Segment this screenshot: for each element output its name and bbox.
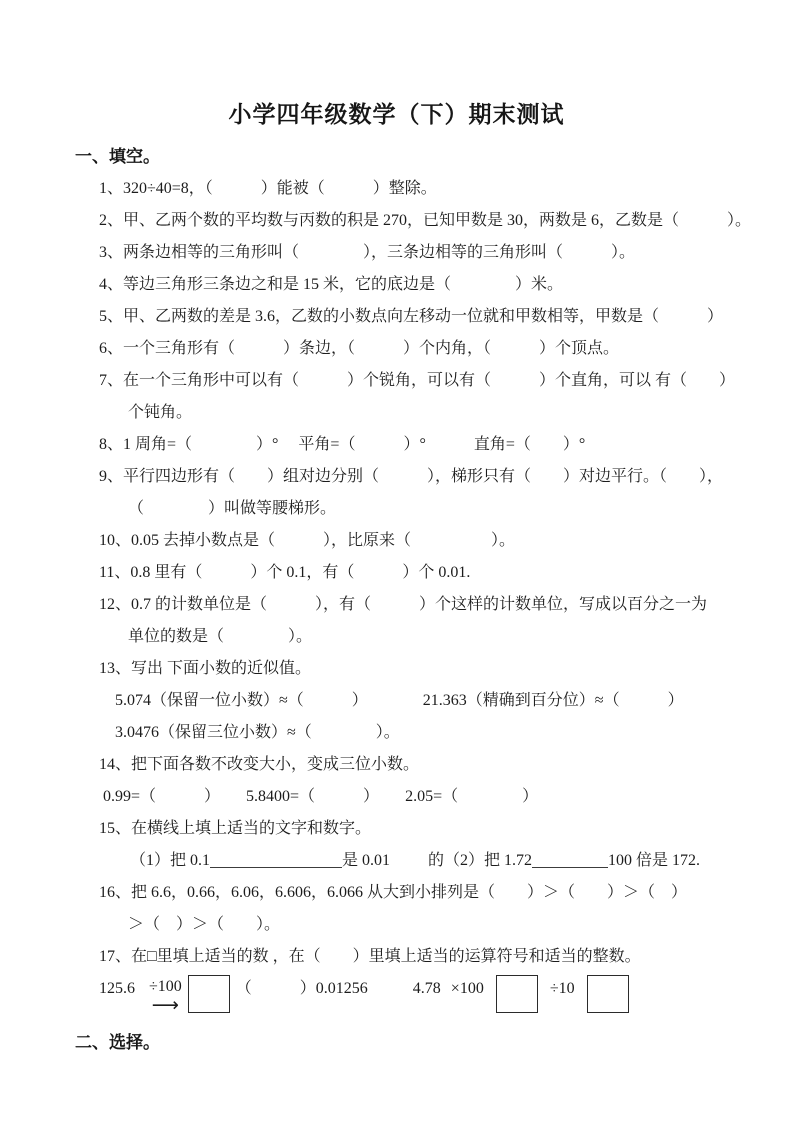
question-3: 3、两条边相等的三角形叫（ ），三条边相等的三角形叫（ ）。 <box>99 244 636 261</box>
question-13-b: 21.363（精确到百分位）≈（ ） <box>422 692 684 709</box>
question-14-a: 0.99=（ ） <box>103 788 221 805</box>
question-17-answer-row <box>99 973 793 1019</box>
question-11: 11、0.8 里有（ ）个 0.1，有（ ）个 0.01. <box>99 564 471 581</box>
question-9-line2: （ ）叫做等腰梯形。 <box>128 500 337 517</box>
q17-number-1: 125.6 <box>99 980 135 997</box>
question-1: 1、320÷40=8，（ ）能被（ ）整除。 <box>99 180 437 197</box>
question-14-b: 5.8400=（ ） <box>246 788 380 805</box>
q17-operator-2: ×100 <box>450 980 484 997</box>
question-14-answers-row <box>103 781 793 813</box>
question-15-part2-tail: 100 倍是 172. <box>608 852 701 869</box>
section-heading-fill: 一、填空。 <box>75 147 160 166</box>
right-arrow-icon: ⟶ <box>151 994 180 1016</box>
q17-number-3: 4.78 <box>412 980 441 997</box>
q17-number-2: 0.01256 <box>315 980 368 997</box>
question-6: 6、一个三角形有（ ）条边，（ ）个内角，（ ）个顶点。 <box>99 340 620 357</box>
question-13-answers-row1 <box>115 685 793 717</box>
question-16-line2: ＞（ ）＞（ ）。 <box>128 916 281 933</box>
fill-blank-underline <box>532 851 608 868</box>
section-heading-choice: 二、选择。 <box>75 1033 160 1052</box>
question-13-answers-row2: 3.0476（保留三位小数）≈（ ）。 <box>115 724 400 741</box>
question-15-part1-tail: 是 0.01 <box>342 852 391 869</box>
question-12-line1: 12、0.7 的计数单位是（ ），有（ ）个这样的计数单位，写成以百分之一为 <box>99 596 708 613</box>
question-7-line2: 个钝角。 <box>128 404 193 421</box>
q17-paren-blank: （ ） <box>235 980 316 997</box>
question-13-prompt: 13、写出 下面小数的近似值。 <box>99 660 312 677</box>
question-9-line1: 9、平行四边形有（ ）组对边分别（ ），梯形只有（ ）对边平行。（ ）， <box>99 468 724 485</box>
question-8: 8、1 周角=（ ）° 平角=（ ）° 直角=（ ）° <box>99 436 586 453</box>
answer-box <box>496 975 538 1013</box>
question-12-line2: 单位的数是（ ）。 <box>128 628 313 645</box>
question-17-prompt: 17、在□里填上适当的数 ，在（ ）里填上适当的运算符号和适当的整数。 <box>99 948 641 965</box>
question-14-prompt: 14、把下面各数不改变大小，变成三位小数。 <box>99 756 420 773</box>
answer-box <box>587 975 629 1013</box>
question-16-line1: 16、把 6.6，0.66，6.06，6.606，6.066 从大到小排列是（ ）＞（ ）＞（ ） <box>99 884 688 901</box>
fill-blank-underline <box>210 851 342 868</box>
page-title: 小学四年级数学（下）期末测试 <box>228 101 565 127</box>
question-15-part2: 的（2）把 1.72 <box>428 852 533 869</box>
question-14-c: 2.05=（ ） <box>405 788 539 805</box>
question-15-answers-row <box>130 845 793 877</box>
question-10: 10、0.05 去掉小数点是（ ），比原来（ ）。 <box>99 532 516 549</box>
q17-operator-1-with-arrow <box>149 977 182 1016</box>
q17-operator-3: ÷10 <box>549 980 575 997</box>
question-15-part1: （1）把 0.1 <box>130 852 211 869</box>
q17-operator-1: ÷100 <box>149 978 182 995</box>
question-4: 4、等边三角形三条边之和是 15 米，它的底边是（ ）米。 <box>99 276 564 293</box>
question-2: 2、甲、乙两个数的平均数与丙数的积是 270，已知甲数是 30，两数是 6，乙数是（ ）。 <box>99 212 752 229</box>
question-15-prompt: 15、在横线上填上适当的文字和数字。 <box>99 820 372 837</box>
answer-box <box>188 975 230 1013</box>
question-7-line1: 7、在一个三角形中可以有（ ）个锐角，可以有（ ）个直角，可以 有（ ） <box>99 372 736 389</box>
question-5: 5、甲、乙两数的差是 3.6，乙数的小数点向左移动一位就和甲数相等，甲数是（ ） <box>99 308 724 325</box>
question-13-a: 5.074（保留一位小数）≈（ ） <box>115 692 368 709</box>
